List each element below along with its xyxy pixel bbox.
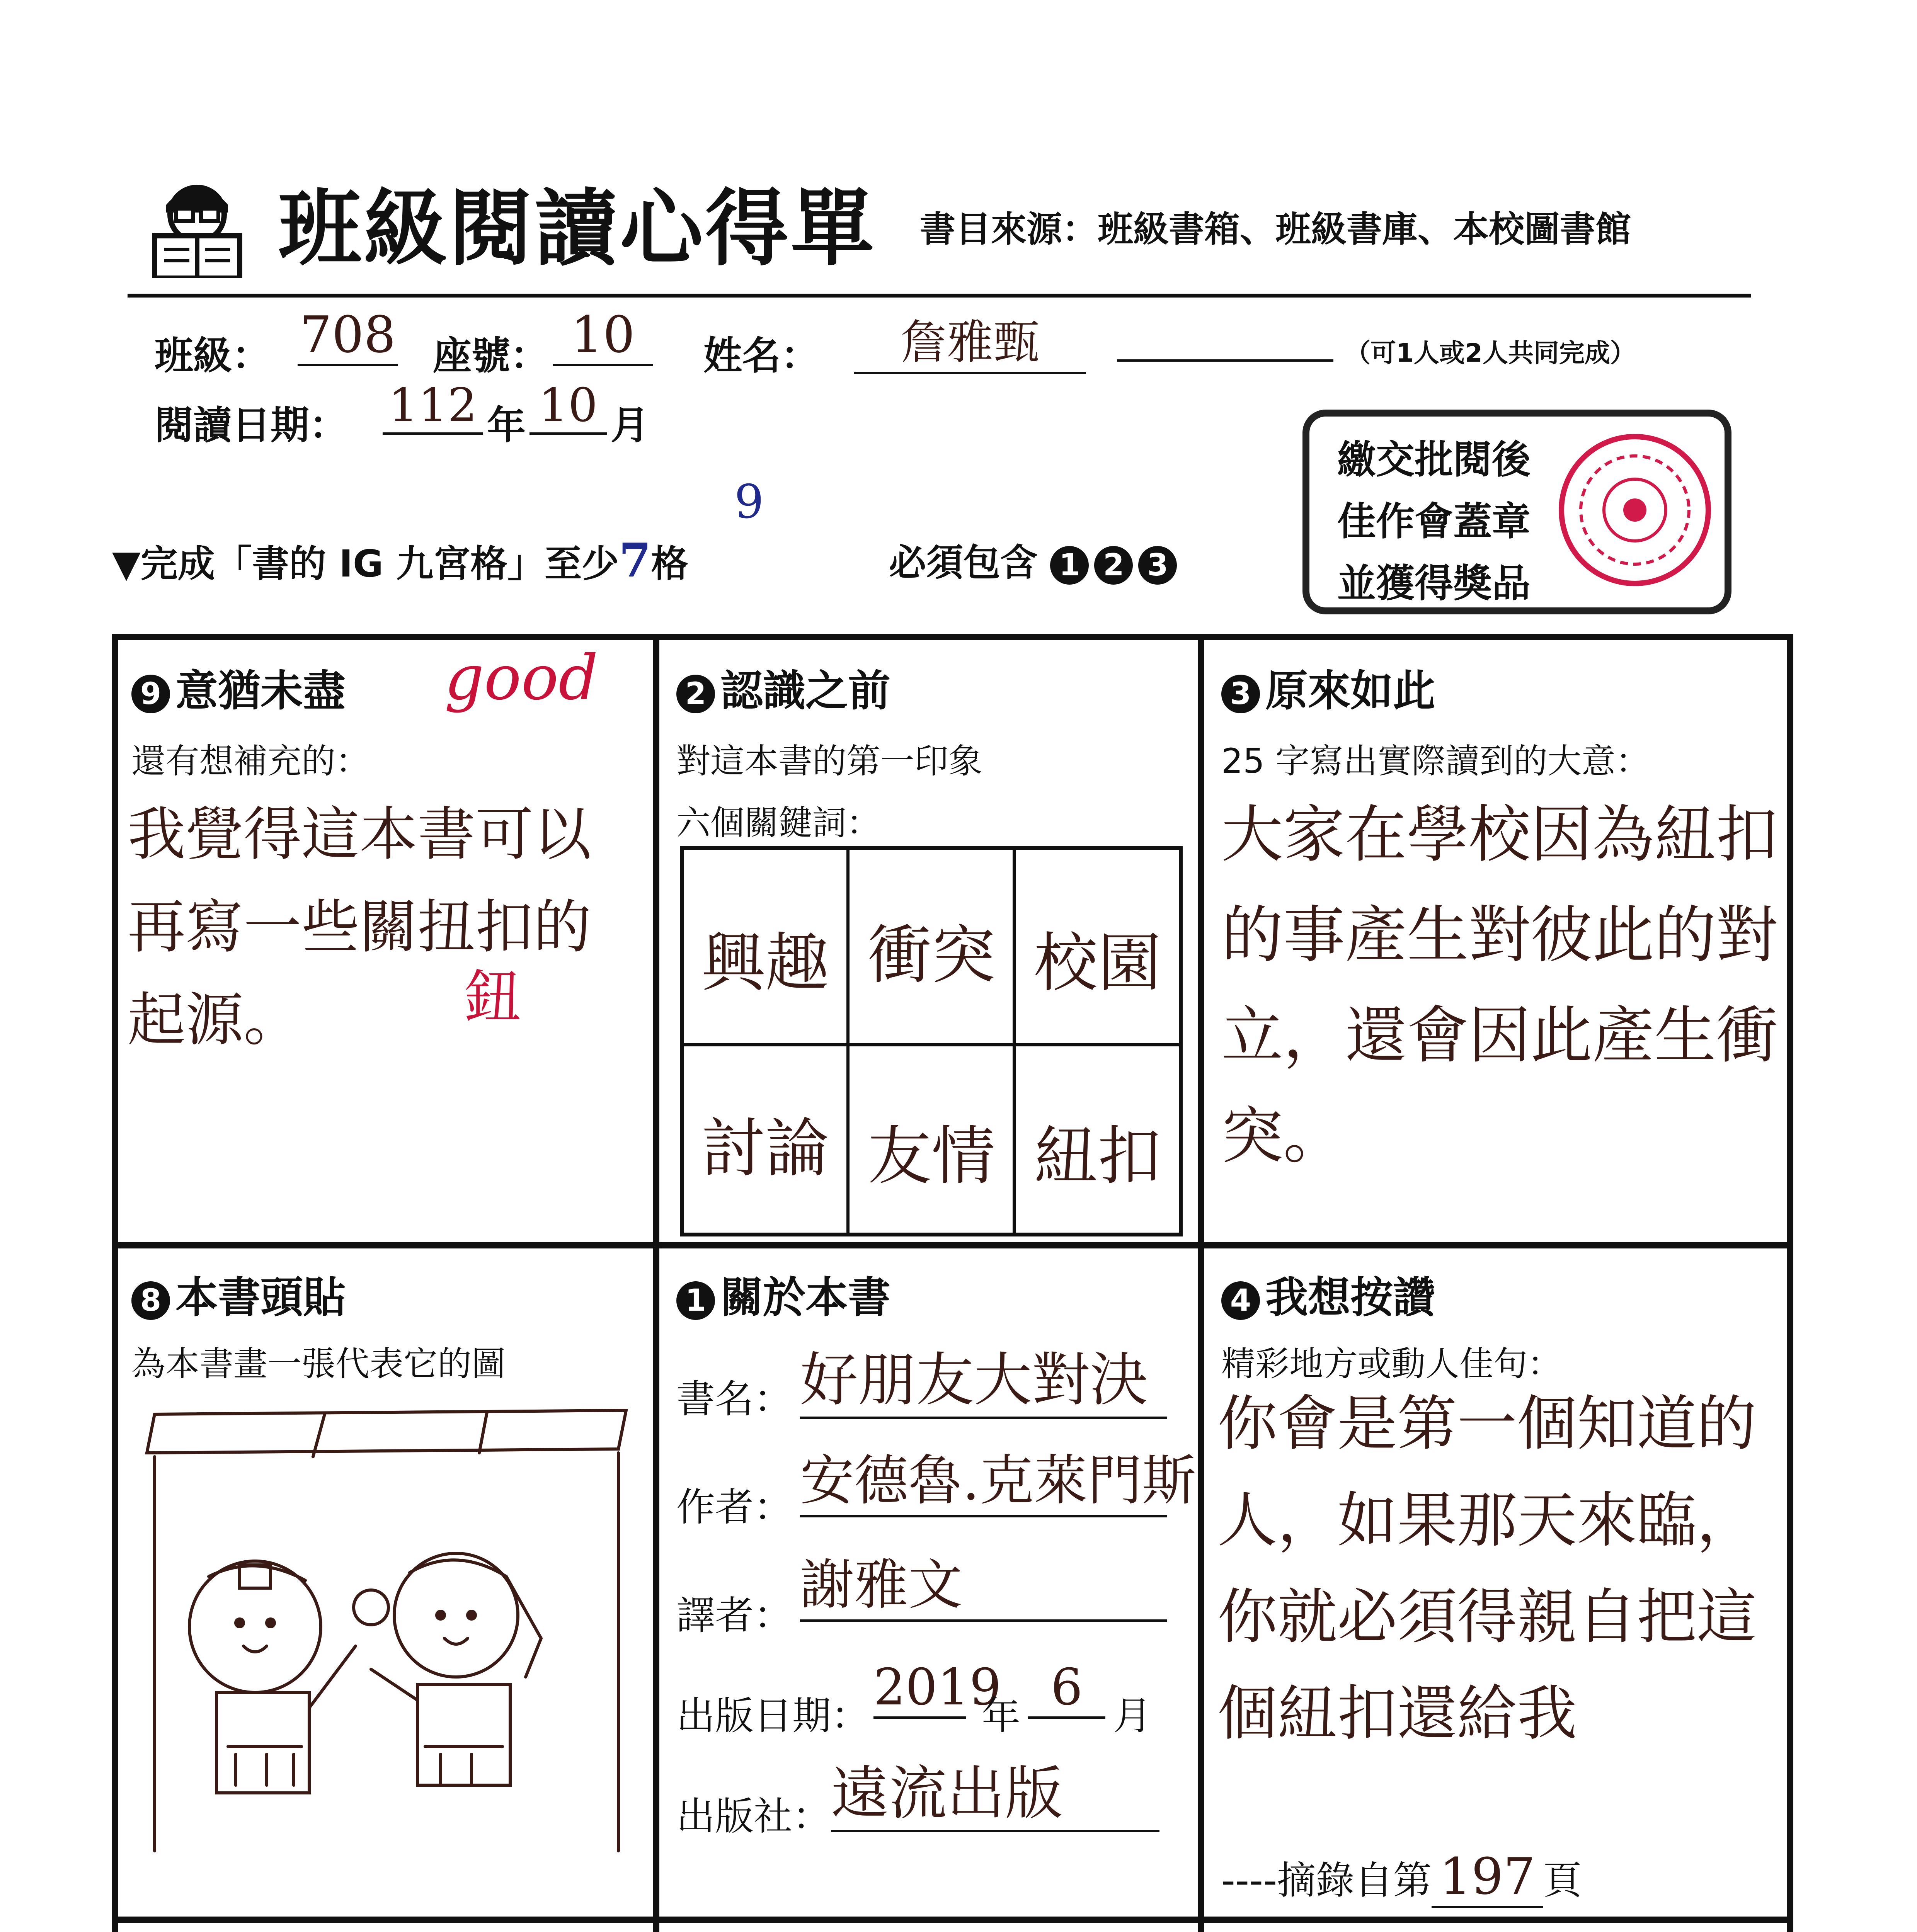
cell-9-answer: 我覺得這本書可以再寫一些關扭扣的起源。 bbox=[128, 801, 592, 1054]
name-label: 姓名： bbox=[703, 333, 819, 378]
cell-8-title: 8 本書頭貼 bbox=[131, 1264, 346, 1325]
translator-label: 譯者： bbox=[676, 1593, 792, 1638]
book-cover-drawing bbox=[139, 1406, 642, 1870]
cell-2-prompt: 對這本書的第一印象 bbox=[676, 741, 983, 781]
quote-source: ----摘錄自第 197 頁 bbox=[1221, 1847, 1582, 1906]
pub-year-field[interactable]: 2019 bbox=[873, 1658, 966, 1719]
keyword: 興趣 bbox=[701, 926, 829, 1000]
keyword-grid bbox=[680, 846, 1183, 1236]
author-label: 作者： bbox=[676, 1485, 792, 1530]
cell-3-title: 3 原來如此 bbox=[1221, 657, 1435, 718]
cell-4-quote: 你會是第一個知道的人，如果那天來臨，你就必須得親自把這個紐扣還給我 bbox=[1217, 1389, 1757, 1748]
red-seal-icon bbox=[1554, 429, 1716, 591]
class-field[interactable]: 708 bbox=[298, 305, 398, 366]
header-divider bbox=[128, 294, 1751, 298]
year-unit: 年 bbox=[487, 403, 526, 448]
cell-3-prompt: 25 字寫出實際讀到的大意： bbox=[1221, 741, 1650, 781]
book-source-note: 書目來源：班級書箱、班級書庫、本校圖書館 bbox=[920, 209, 1631, 250]
pub-month-unit: 月 bbox=[1113, 1693, 1152, 1738]
cell-1-title: 1 關於本書 bbox=[676, 1264, 890, 1325]
keyword: 討論 bbox=[701, 1111, 829, 1185]
cell-9-prompt: 還有想補充的： bbox=[131, 741, 370, 781]
cell-9-title: 9 意猶未盡 bbox=[131, 657, 346, 718]
translator-field[interactable]: 謝雅文 bbox=[800, 1542, 1167, 1622]
keyword: 友情 bbox=[868, 1119, 995, 1193]
keyword: 校園 bbox=[1034, 926, 1161, 1000]
reading-year-field[interactable]: 112 bbox=[383, 379, 483, 435]
book-title-field[interactable]: 好朋友大對決 bbox=[800, 1333, 1167, 1419]
handwritten-count: 9 bbox=[734, 475, 764, 529]
reading-month-field[interactable]: 10 bbox=[529, 379, 607, 435]
cell-2-title: 2 認識之前 bbox=[676, 657, 890, 718]
grid-divider bbox=[653, 634, 659, 1932]
cell-8-prompt: 為本書畫一張代表它的圖 bbox=[131, 1344, 506, 1384]
keywords-label: 六個關鍵詞： bbox=[676, 803, 881, 843]
keyword: 紐扣 bbox=[1034, 1119, 1161, 1193]
pubdate-label: 出版日期： bbox=[676, 1693, 870, 1738]
red-correction: 鈕 bbox=[464, 964, 522, 1031]
reading-date-label: 閱讀日期： bbox=[155, 403, 348, 448]
cell-4-title: 4 我想按讚 bbox=[1221, 1264, 1435, 1325]
partner-note: （可1人或2人共同完成） bbox=[1345, 338, 1636, 368]
publisher-label: 出版社： bbox=[676, 1794, 831, 1839]
keyword: 衝突 bbox=[868, 918, 995, 992]
name-field[interactable]: 詹雅甄 bbox=[854, 305, 1086, 374]
seat-label: 座號： bbox=[433, 333, 549, 378]
book-title-label: 書名： bbox=[676, 1376, 792, 1422]
reader-logo-icon bbox=[139, 162, 255, 278]
publisher-field[interactable]: 遠流出版 bbox=[831, 1747, 1159, 1832]
pub-month-field[interactable]: 6 bbox=[1028, 1658, 1105, 1719]
cell-3-answer: 大家在學校因為紐扣的事產生對彼此的對立，還會因此產生衝突。 bbox=[1221, 798, 1778, 1172]
award-stamp-note: 繳交批閱後 佳作會蓋章 並獲得獎品 bbox=[1337, 437, 1531, 606]
grid-divider bbox=[112, 1242, 1793, 1248]
pub-year-unit: 年 bbox=[982, 1693, 1020, 1738]
quote-page-field: 197 bbox=[1432, 1847, 1543, 1908]
grid-divider bbox=[1198, 634, 1204, 1932]
grid-divider bbox=[112, 1917, 1793, 1923]
class-label: 班級： bbox=[155, 333, 271, 378]
author-field[interactable]: 安德魯.克萊門斯 bbox=[800, 1437, 1167, 1517]
instruction-text: ▼完成「書的 IG 九宮格」至少7格 bbox=[112, 533, 688, 588]
required-note: 必須包含 1 2 3 bbox=[889, 533, 1182, 586]
month-unit: 月 bbox=[611, 403, 649, 448]
teacher-comment: good bbox=[444, 641, 598, 714]
cell-4-prompt: 精彩地方或動人佳句： bbox=[1221, 1344, 1562, 1384]
page-title: 班級閱讀心得單 bbox=[278, 180, 876, 277]
partner-name-field[interactable] bbox=[1117, 359, 1333, 362]
seat-field[interactable]: 10 bbox=[553, 305, 653, 366]
